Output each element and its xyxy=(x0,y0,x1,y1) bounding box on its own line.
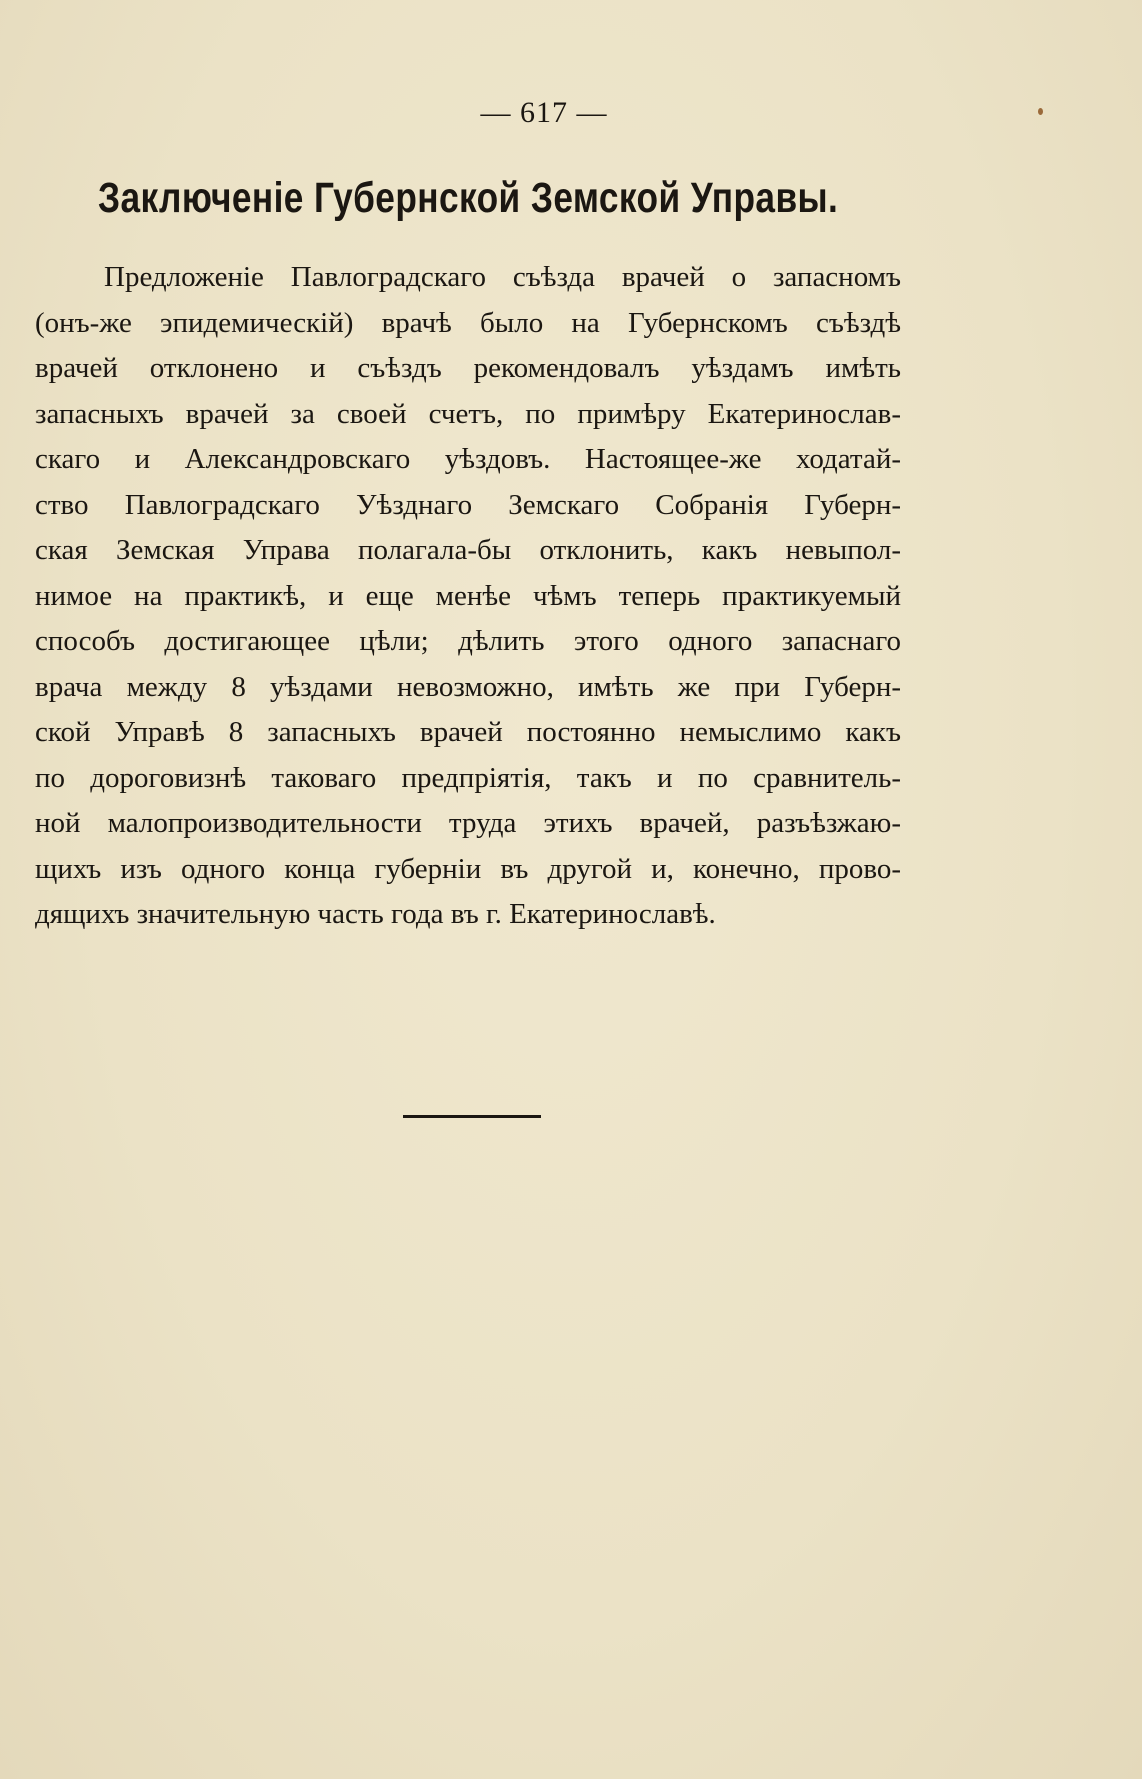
paragraph-line: ной малопроизводительности труда этихъ врачей, разъѣзжаю- xyxy=(35,807,901,839)
paragraph-line: щихъ изъ одного конца губерніи въ другой и, конечно, прово- xyxy=(35,852,901,885)
paragraph-line: (онъ-же эпидемическій) врачѣ было на Губернскомъ съѣздѣ xyxy=(35,306,901,339)
paragraph-line: Предложеніе Павлоградскаго съѣзда врачей о запасномъ xyxy=(104,261,901,293)
page-number: — 617 — xyxy=(480,96,608,129)
paragraph-line: способъ достигающее цѣли; дѣлить этого одного запаснаго xyxy=(35,625,901,657)
paragraph-line: дящихъ значительную часть года въ г. Екатеринославѣ. xyxy=(35,898,716,930)
paragraph-line: по дороговизнѣ таковаго предпріятія, такъ и по сравнитель- xyxy=(35,761,901,794)
paragraph-line: нимое на практикѣ, и еще менѣе чѣмъ теперь практикуемый xyxy=(35,579,901,612)
paragraph-line: ская Земская Управа полагала-бы отклонить, какъ невыпол- xyxy=(35,534,901,566)
paragraph-line: скаго и Александровскаго уѣздовъ. Настоящее-же ходатай- xyxy=(35,443,901,475)
paragraph-line: ство Павлоградскаго Уѣзднаго Земскаго Собранія Губерн- xyxy=(35,488,901,521)
paragraph-line: врача между 8 уѣздами невозможно, имѣть же при Губерн- xyxy=(35,670,901,703)
paragraph-line: врачей отклонено и съѣздъ рекомендовалъ уѣздамъ имѣть xyxy=(35,352,901,384)
body-paragraph xyxy=(35,255,901,938)
page-title: Заключеніе Губернской Земской Управы. xyxy=(98,174,839,222)
section-divider xyxy=(403,1115,541,1118)
paragraph-line: запасныхъ врачей за своей счетъ, по примѣру Екатеринослав- xyxy=(35,397,901,430)
paragraph-line: ской Управѣ 8 запасныхъ врачей постоянно немыслимо какъ xyxy=(35,716,901,748)
